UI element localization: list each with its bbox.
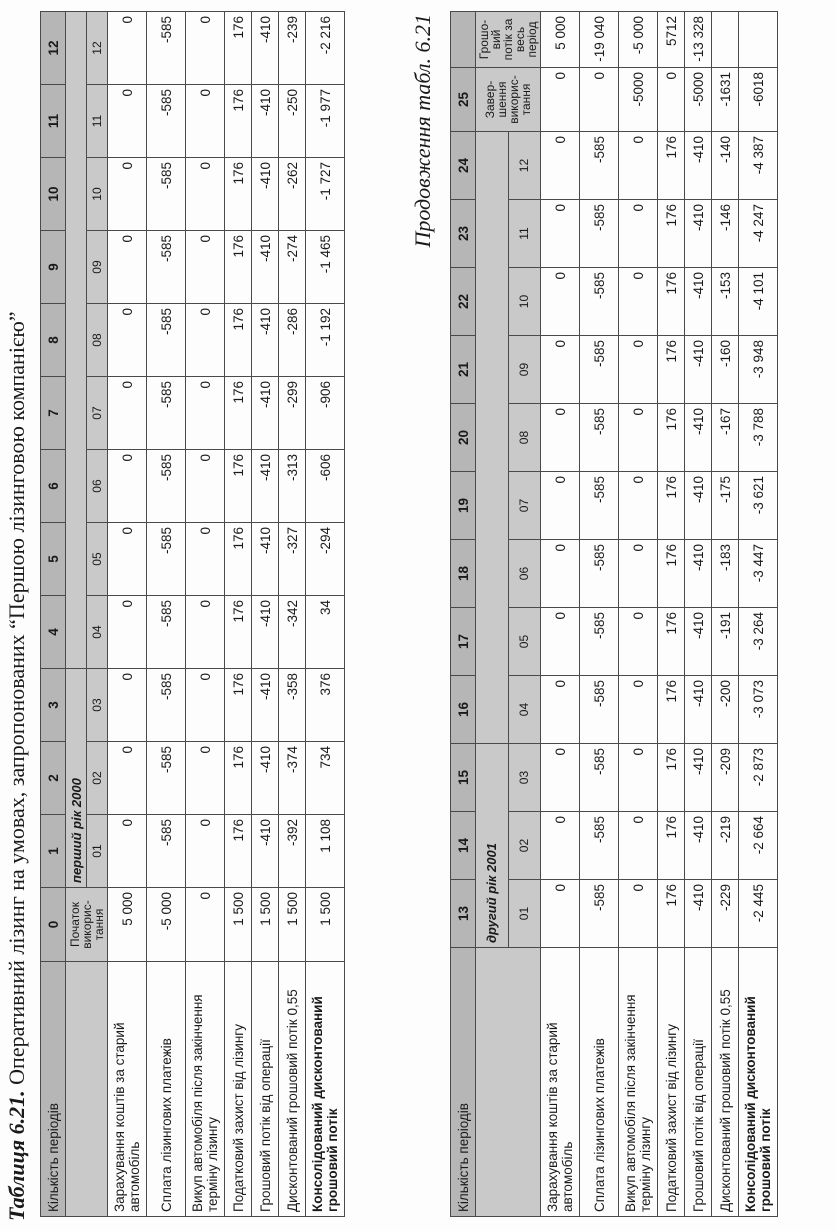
row-value: 0 [108,815,147,888]
row-value: -1631 [712,68,739,132]
month-label: 03 [87,669,108,742]
row-value: -585 [580,336,619,404]
row-value: 176 [225,12,252,85]
row-value: -410 [685,608,712,676]
row-value: 0 [108,85,147,158]
month-label: 06 [87,450,108,523]
row-value: 176 [658,676,685,744]
month-label: 11 [508,200,541,268]
row-value: -410 [252,523,279,596]
row-value: -2 445 [739,880,778,948]
row-value: 0 [186,596,225,669]
table-row [619,12,658,1217]
row-value: 176 [225,669,252,742]
periods-header-label: Кількість періодів [451,948,476,1217]
row-value: -410 [252,742,279,815]
row-value: 0 [108,304,147,377]
row-value: -410 [685,676,712,744]
month-label: 09 [87,231,108,304]
leasing-table-1 [40,11,345,1217]
period-number: 10 [41,158,66,231]
table-row [147,12,186,1217]
row-value: -410 [685,404,712,472]
table-row [658,12,685,1217]
row-value: 176 [225,596,252,669]
row-value: -585 [147,377,186,450]
row-value: -585 [147,669,186,742]
table-row [279,12,306,1217]
row-value: 0 [619,812,658,880]
row-value: 376 [306,669,345,742]
row-label: Сплата лізингових платежів [580,948,619,1217]
row-label: Грошовий потік від операції [252,962,279,1217]
row-value: -200 [712,676,739,744]
row-value: 0 [108,12,147,85]
row-value: -410 [252,377,279,450]
period-number: 15 [451,744,476,812]
row-value: 176 [658,200,685,268]
month-label: 11 [87,85,108,158]
year-header-row [476,12,509,1217]
row-value: -5 000 [147,888,186,962]
row-label: Дисконтований грошовий потік 0,55 [279,962,306,1217]
row-value: -342 [279,596,306,669]
row-value: 176 [658,336,685,404]
row-value: 0 [619,404,658,472]
row-value: 0 [186,304,225,377]
row-value: 0 [186,377,225,450]
row-value: -585 [147,231,186,304]
row-value: -262 [279,158,306,231]
periods-header-label: Кількість періодів [41,962,66,1217]
continuation-label: Продовження табл. 6.21 [410,14,435,248]
row-value: -3 788 [739,404,778,472]
end-usage-label: Завер- шення викорис- тання [476,68,541,132]
row-value: -274 [279,231,306,304]
row-value: 176 [225,523,252,596]
row-value: -410 [252,450,279,523]
period-number: 3 [41,669,66,742]
row-value: 1 500 [225,888,252,962]
row-value: -410 [685,268,712,336]
period-number: 25 [451,68,476,132]
row-value: -4 387 [739,132,778,200]
row-value: 0 [580,68,619,132]
row-value: 34 [306,596,345,669]
row-value: 1 500 [306,888,345,962]
row-value: 0 [619,336,658,404]
row-value: -585 [580,200,619,268]
row-label: Викуп автомобіля після закінчення терміну лізингу [619,948,658,1217]
period-number: 9 [41,231,66,304]
row-label: Зарахування коштів за старий автомобіль [108,962,147,1217]
row-value: -4 101 [739,268,778,336]
period-number: 0 [41,888,66,962]
row-value: -3 948 [739,336,778,404]
row-value: 0 [619,608,658,676]
row-value: -585 [580,268,619,336]
row-value: -1 192 [306,304,345,377]
period-number: 17 [451,608,476,676]
period-number: 12 [41,12,66,85]
row-value: 176 [658,132,685,200]
row-value: 0 [186,815,225,888]
month-label: 07 [87,377,108,450]
row-value: -229 [712,880,739,948]
month-label: 09 [508,336,541,404]
row-value: 1 500 [279,888,306,962]
row-value: -606 [306,450,345,523]
total-flow-label: Грошо- вий потік за весь період [476,12,541,68]
row-value: -410 [252,669,279,742]
row-value: 176 [658,404,685,472]
period-number: 7 [41,377,66,450]
row-value: -2 664 [739,812,778,880]
row-value: -5000 [685,68,712,132]
row-value: 176 [225,158,252,231]
table-row [306,12,345,1217]
row-value: 176 [658,744,685,812]
row-value: 0 [541,472,580,540]
row-value: 0 [658,68,685,132]
row-value: -239 [279,12,306,85]
month-label: 05 [87,523,108,596]
row-label: Дисконтований грошовий потік 0,55 [712,948,739,1217]
row-value: -585 [580,608,619,676]
row-value: -2 873 [739,744,778,812]
year-label: другий рік 2001 [476,744,509,948]
row-value [712,12,739,68]
row-value: -19 040 [580,12,619,68]
row-label: Викуп автомобіля після закінчення терміну лізингу [186,962,225,1217]
period-number: 22 [451,268,476,336]
row-value: -585 [147,12,186,85]
row-value: -392 [279,815,306,888]
row-value: -299 [279,377,306,450]
row-value: 0 [541,336,580,404]
row-value: -313 [279,450,306,523]
row-value: 176 [225,815,252,888]
caption-text: Оперативний лізинг на умовах, запропонованих “Першою лізинговою компанією” [4,311,29,1085]
row-value: -410 [252,231,279,304]
row-value: 0 [186,12,225,85]
row-value: -585 [147,815,186,888]
period-number: 8 [41,304,66,377]
row-value: 734 [306,742,345,815]
row-value: -167 [712,404,739,472]
row-value: -4 247 [739,200,778,268]
row-value: 176 [225,742,252,815]
month-label: 04 [87,596,108,669]
row-value: 176 [658,472,685,540]
row-value: -410 [252,815,279,888]
period-number: 14 [451,812,476,880]
row-value: -209 [712,744,739,812]
month-label: 08 [87,304,108,377]
row-value: -585 [147,450,186,523]
row-value: -6018 [739,68,778,132]
row-value: -906 [306,377,345,450]
header-spacer [66,962,108,1217]
row-label: Грошовий потік від операції [685,948,712,1217]
row-value: 1 108 [306,815,345,888]
period-number: 4 [41,596,66,669]
row-value: 0 [541,608,580,676]
table-row [225,12,252,1217]
row-value: -410 [685,336,712,404]
row-value: 0 [541,676,580,744]
period-number: 16 [451,676,476,744]
row-value: -153 [712,268,739,336]
row-value: -585 [147,523,186,596]
period-number: 18 [451,540,476,608]
row-value: 0 [108,669,147,742]
row-label: Консолідований дисконтований грошовий потік [739,948,778,1217]
year-header-row [66,12,87,1217]
row-value: 0 [108,231,147,304]
row-value: -219 [712,812,739,880]
row-value: -183 [712,540,739,608]
row-value: -410 [252,85,279,158]
row-value: 176 [225,85,252,158]
row-value: -140 [712,132,739,200]
month-label: 07 [508,472,541,540]
year-label: перший рік 2000 [66,669,87,888]
row-value: -585 [580,404,619,472]
row-value: -585 [580,880,619,948]
year-spacer [476,132,509,744]
row-label: Зарахування коштів за старий автомобіль [541,948,580,1217]
row-value: -286 [279,304,306,377]
period-number: 2 [41,742,66,815]
row-value: -410 [685,472,712,540]
period-number: 11 [41,85,66,158]
row-value [739,12,778,68]
row-value: -374 [279,742,306,815]
leasing-table-2 [450,11,778,1217]
row-value: 0 [108,523,147,596]
row-value: -13 328 [685,12,712,68]
row-value: -146 [712,200,739,268]
row-value: 0 [186,888,225,962]
row-value: 5712 [658,12,685,68]
row-value: -585 [580,812,619,880]
row-value: 5 000 [541,12,580,68]
month-label: 10 [508,268,541,336]
row-value: 176 [225,231,252,304]
period-number: 1 [41,815,66,888]
period-number: 6 [41,450,66,523]
header-spacer [476,948,541,1217]
row-value: -160 [712,336,739,404]
row-value: 176 [658,880,685,948]
row-value: 0 [541,132,580,200]
row-value: 0 [541,268,580,336]
row-value: -5000 [619,68,658,132]
table-row [108,12,147,1217]
row-value: -585 [580,540,619,608]
row-value: 0 [186,523,225,596]
row-value: 176 [658,540,685,608]
periods-header-row [41,12,66,1217]
row-value: 0 [186,85,225,158]
row-value: -3 073 [739,676,778,744]
row-value: -585 [580,132,619,200]
period-number: 24 [451,132,476,200]
row-value: 176 [658,268,685,336]
row-value: 0 [186,158,225,231]
row-value: -410 [685,812,712,880]
row-value: 176 [225,304,252,377]
month-label: 01 [508,880,541,948]
row-value: 0 [541,540,580,608]
row-value: -2 216 [306,12,345,85]
month-label: 04 [508,676,541,744]
row-value: -3 621 [739,472,778,540]
row-value: 0 [541,404,580,472]
period-number: 20 [451,404,476,472]
row-value: -410 [252,158,279,231]
row-value: -410 [685,200,712,268]
row-label: Сплата лізингових платежів [147,962,186,1217]
row-value: 1 500 [252,888,279,962]
row-value: 0 [619,676,658,744]
row-value: -585 [147,304,186,377]
row-value: -585 [147,596,186,669]
row-label: Консолідований дисконтований грошовий потік [306,962,345,1217]
row-value: 0 [186,450,225,523]
row-value: 0 [619,268,658,336]
row-value: 0 [108,377,147,450]
row-value: 0 [186,669,225,742]
row-value: 0 [186,742,225,815]
row-value: 0 [619,132,658,200]
row-value: -585 [580,676,619,744]
row-value: 0 [541,744,580,812]
row-value: -175 [712,472,739,540]
row-value: 0 [541,200,580,268]
row-value: 0 [541,812,580,880]
row-value: -250 [279,85,306,158]
month-label: 12 [87,12,108,85]
row-value: -1 977 [306,85,345,158]
row-value: -3 264 [739,608,778,676]
month-label: 03 [508,744,541,812]
table-row [739,12,778,1217]
row-value: -410 [252,304,279,377]
start-usage-label: Початок викорис- тання [66,888,108,962]
row-value: -1 727 [306,158,345,231]
table-row [186,12,225,1217]
row-value: -585 [147,85,186,158]
periods-header-row [451,12,476,1217]
year-spacer [66,12,87,669]
caption-label: Таблиця 6.21. [4,1090,29,1221]
table-row [541,12,580,1217]
row-value: 176 [225,450,252,523]
row-value: -410 [252,596,279,669]
table-caption [4,311,30,1221]
row-value: -410 [685,880,712,948]
month-label: 12 [508,132,541,200]
period-number: 19 [451,472,476,540]
row-value: 176 [658,812,685,880]
table-row [252,12,279,1217]
row-value: 0 [541,880,580,948]
row-value: 0 [619,472,658,540]
month-label: 08 [508,404,541,472]
month-label: 05 [508,608,541,676]
period-number: 23 [451,200,476,268]
period-number-spacer [451,12,476,68]
row-value: -3 447 [739,540,778,608]
row-value: 5 000 [108,888,147,962]
row-value: 0 [108,450,147,523]
row-value: 176 [225,377,252,450]
row-value: 176 [658,608,685,676]
row-value: -327 [279,523,306,596]
row-value: 0 [108,742,147,815]
row-value: 0 [186,231,225,304]
row-value: -410 [685,540,712,608]
period-number: 13 [451,880,476,948]
row-value: -410 [685,132,712,200]
row-value: -585 [147,158,186,231]
row-value: -5 000 [619,12,658,68]
month-label: 01 [87,815,108,888]
row-value: 0 [108,596,147,669]
period-number: 5 [41,523,66,596]
row-label: Податковий захист від лізингу [225,962,252,1217]
row-label: Податковий захист від лізингу [658,948,685,1217]
row-value: 0 [619,200,658,268]
row-value: -410 [252,12,279,85]
row-value: 0 [108,158,147,231]
row-value: -358 [279,669,306,742]
row-value: 0 [619,880,658,948]
month-label: 06 [508,540,541,608]
row-value: -410 [685,744,712,812]
table-row [580,12,619,1217]
period-number: 21 [451,336,476,404]
row-value: 0 [619,744,658,812]
row-value: -1 465 [306,231,345,304]
row-value: 0 [619,540,658,608]
row-value: -294 [306,523,345,596]
row-value: -585 [580,744,619,812]
month-label: 02 [508,812,541,880]
row-value: -191 [712,608,739,676]
table-row [712,12,739,1217]
month-label: 02 [87,742,108,815]
month-label: 10 [87,158,108,231]
row-value: -585 [580,472,619,540]
row-value: 0 [541,68,580,132]
table-row [685,12,712,1217]
row-value: -585 [147,742,186,815]
